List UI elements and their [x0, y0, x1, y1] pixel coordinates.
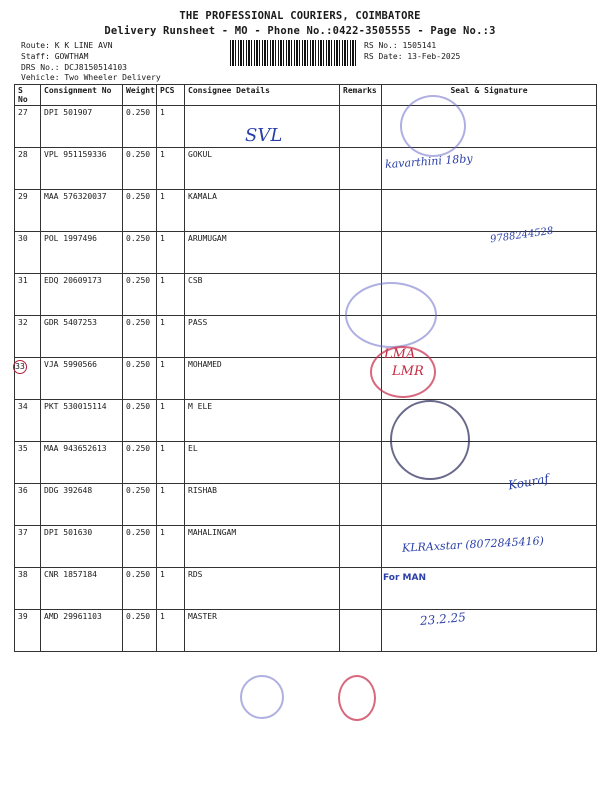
- cell-remarks: [340, 568, 382, 610]
- handwritten-signature-row28: kavarthini 18by: [384, 151, 473, 172]
- cell-pcs: 1: [157, 568, 185, 610]
- cell-consignee: RISHAB: [185, 484, 340, 526]
- handwritten-date-row39: 23.2.25: [419, 610, 467, 628]
- cell-sno: 28: [15, 148, 41, 190]
- meta-right: [364, 40, 460, 62]
- cell-remarks: [340, 610, 382, 652]
- handwritten-lma: LMA: [384, 347, 416, 362]
- cell-consignee: MOHAMED: [185, 358, 340, 400]
- cell-remarks: [340, 190, 382, 232]
- bottom-red-circle: [338, 675, 376, 721]
- handwritten-lmr: LMR: [392, 364, 424, 379]
- table-row: [15, 274, 597, 316]
- staff-value: GOWTHAM: [54, 52, 89, 61]
- drs-label: DRS No.:: [21, 63, 60, 72]
- cell-sno: 35: [15, 442, 41, 484]
- table-row: [15, 358, 597, 400]
- cell-weight: 0.250: [123, 190, 157, 232]
- cell-sno: 36: [15, 484, 41, 526]
- cell-consignment: EDQ 20609173: [41, 274, 123, 316]
- cell-consignment: GDR 5407253: [41, 316, 123, 358]
- col-header-weight: Weight: [123, 85, 157, 106]
- cell-pcs: 1: [157, 358, 185, 400]
- cell-sno: 31: [15, 274, 41, 316]
- cell-consignee: MASTER: [185, 610, 340, 652]
- cell-consignee: MAHALINGAM: [185, 526, 340, 568]
- stamp-for-man: For MAN: [383, 573, 426, 583]
- cell-consignee: RDS: [185, 568, 340, 610]
- col-header-remarks: Remarks: [340, 85, 382, 106]
- cell-remarks: [340, 106, 382, 148]
- route-text: Route: K K LINE AVN: [21, 41, 113, 50]
- cell-consignment: MAA 943652613: [41, 442, 123, 484]
- cell-weight: 0.250: [123, 106, 157, 148]
- staff-label: Staff:: [21, 52, 50, 61]
- col-header-consignee: Consignee Details: [185, 85, 340, 106]
- cell-pcs: 1: [157, 610, 185, 652]
- table-row: [15, 400, 597, 442]
- cell-pcs: 1: [157, 316, 185, 358]
- cell-consignee: EL: [185, 442, 340, 484]
- handwritten-signature-row38: KLRAxstar (8072845416): [401, 534, 545, 555]
- table-row: [15, 148, 597, 190]
- cell-signature: [382, 484, 597, 526]
- barcode: [230, 40, 358, 66]
- cell-consignment: PKT 530015114: [41, 400, 123, 442]
- drs-line: [21, 62, 127, 73]
- cell-consignment: AMD 29961103: [41, 610, 123, 652]
- cell-remarks: [340, 148, 382, 190]
- seal-stamp-top: [400, 95, 466, 157]
- cell-pcs: 1: [157, 484, 185, 526]
- cell-weight: 0.250: [123, 400, 157, 442]
- cell-weight: 0.250: [123, 484, 157, 526]
- col-header-sno: S No: [15, 85, 41, 106]
- cell-sno: 30: [15, 232, 41, 274]
- bottom-faint-stamp: [240, 675, 284, 719]
- cell-sno: 39: [15, 610, 41, 652]
- document-subtitle: Delivery Runsheet - MO - Phone No.:0422-3505555 - Page No.:3: [104, 25, 496, 37]
- cell-consignment: CNR 1857184: [41, 568, 123, 610]
- cell-consignee: KAMALA: [185, 190, 340, 232]
- cell-pcs: 1: [157, 400, 185, 442]
- cell-pcs: 1: [157, 442, 185, 484]
- table-row: [15, 190, 597, 232]
- table-row: [15, 610, 597, 652]
- drs-value: DCJ8150514103: [64, 63, 127, 72]
- cell-consignment: DDG 392648: [41, 484, 123, 526]
- cell-sno: 38: [15, 568, 41, 610]
- cell-weight: 0.250: [123, 568, 157, 610]
- cell-sno: 27: [15, 106, 41, 148]
- document-title: THE PROFESSIONAL COURIERS, COIMBATORE: [179, 10, 421, 22]
- cell-weight: 0.250: [123, 610, 157, 652]
- table-row: [15, 316, 597, 358]
- seal-stamp-row32: [345, 282, 437, 348]
- cell-consignee: ARUMUGAM: [185, 232, 340, 274]
- cell-signature: [382, 190, 597, 232]
- runsheet-table: [14, 84, 597, 652]
- cell-consignment: POL 1997496: [41, 232, 123, 274]
- cell-consignee: GOKUL: [185, 148, 340, 190]
- cell-weight: 0.250: [123, 358, 157, 400]
- table-row: [15, 568, 597, 610]
- cell-consignment: MAA 576320037: [41, 190, 123, 232]
- meta-left: [21, 40, 127, 73]
- col-header-seal: Seal & Signature: [382, 85, 597, 106]
- cell-weight: 0.250: [123, 442, 157, 484]
- cell-sno: [15, 358, 41, 400]
- cell-sno: 29: [15, 190, 41, 232]
- cell-weight: 0.250: [123, 526, 157, 568]
- cell-sno: 34: [15, 400, 41, 442]
- cell-weight: 0.250: [123, 148, 157, 190]
- cell-remarks: [340, 232, 382, 274]
- cell-consignment: DPI 501907: [41, 106, 123, 148]
- handwritten-signature-row36: Kouraf: [507, 471, 550, 493]
- rs-number: RS No.: 1505141: [364, 41, 437, 50]
- cell-pcs: 1: [157, 106, 185, 148]
- cell-sno: 32: [15, 316, 41, 358]
- table-header-row: [15, 85, 597, 106]
- cell-consignment: VPL 951159336: [41, 148, 123, 190]
- handwritten-svl: SVL: [245, 125, 283, 146]
- cell-pcs: 1: [157, 190, 185, 232]
- cell-pcs: 1: [157, 148, 185, 190]
- cell-signature: [382, 232, 597, 274]
- circled-sno: 33: [13, 360, 27, 374]
- handwritten-phone-row30: 9788244528: [489, 225, 555, 246]
- cell-consignment: VJA 5990566: [41, 358, 123, 400]
- cell-consignee: PASS: [185, 316, 340, 358]
- cell-pcs: 1: [157, 232, 185, 274]
- cell-pcs: 1: [157, 526, 185, 568]
- cell-pcs: 1: [157, 274, 185, 316]
- vehicle-text: Vehicle: Two Wheeler Delivery: [21, 73, 161, 82]
- cell-weight: 0.250: [123, 316, 157, 358]
- col-header-pcs: PCS: [157, 85, 185, 106]
- rs-date: RS Date: 13-Feb-2025: [364, 52, 461, 61]
- company-seal-stamp: [390, 400, 470, 480]
- cell-remarks: [340, 400, 382, 442]
- cell-consignee: CSB: [185, 274, 340, 316]
- cell-remarks: [340, 526, 382, 568]
- table-row: [15, 106, 597, 148]
- cell-remarks: [340, 442, 382, 484]
- cell-weight: 0.250: [123, 232, 157, 274]
- cell-sno: 37: [15, 526, 41, 568]
- cell-consignment: DPI 501630: [41, 526, 123, 568]
- cell-weight: 0.250: [123, 274, 157, 316]
- cell-signature: [382, 610, 597, 652]
- cell-consignee: M ELE: [185, 400, 340, 442]
- col-header-consignment: Consignment No: [41, 85, 123, 106]
- cell-remarks: [340, 484, 382, 526]
- staff-line: [21, 51, 127, 62]
